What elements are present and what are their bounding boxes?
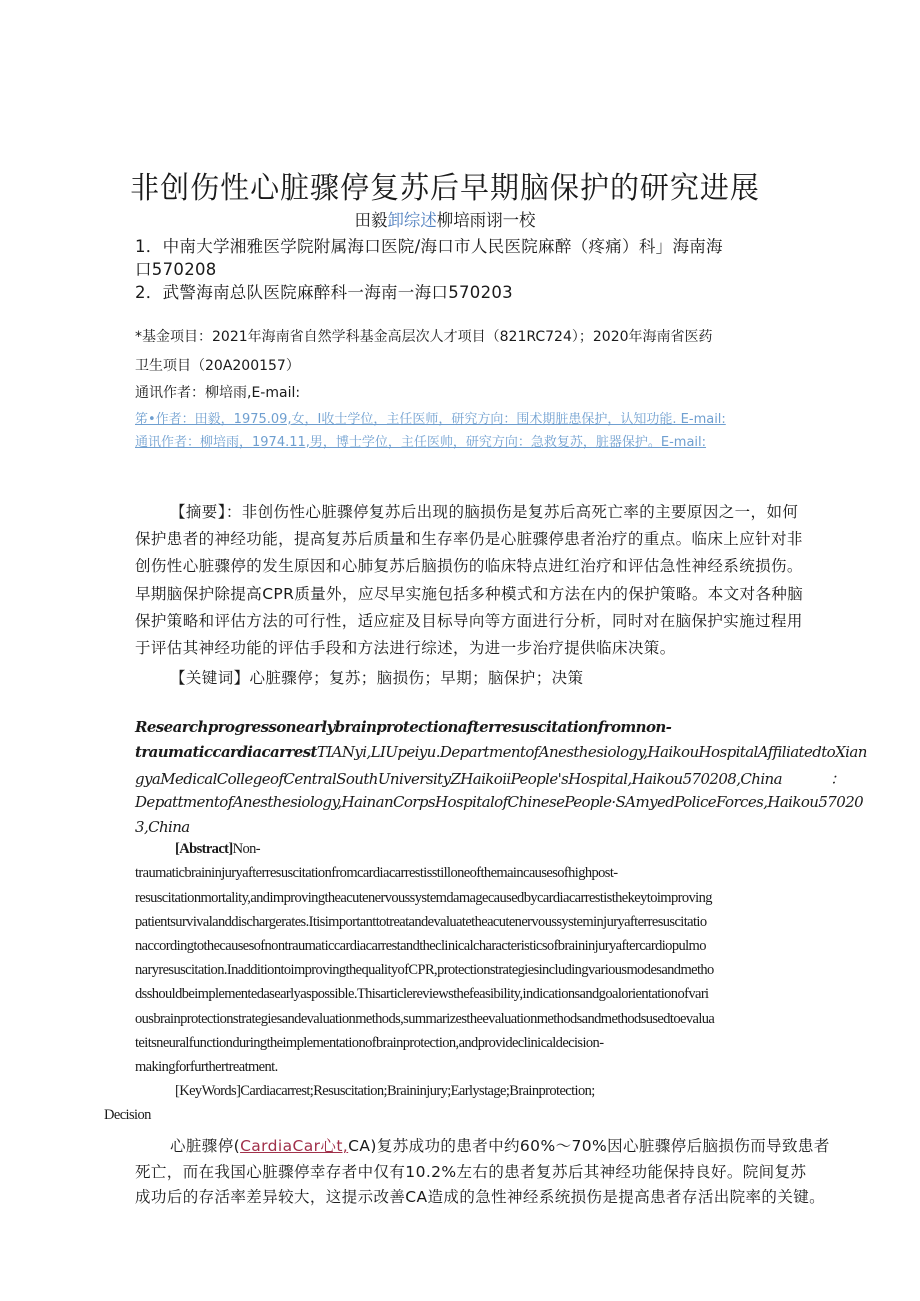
affiliation-2: 2．武警海南总队医院麻醉科一海南一海口570203 <box>135 283 513 302</box>
citation-link[interactable]: CardiaCar心t, <box>240 1137 349 1155</box>
body-line: 成功后的存活率差异较大，这提示改善CA造成的急性神经系统损伤是提高患者存活出院率的关键。 <box>135 1188 826 1206</box>
body-text: CA)复苏成功的患者中约60%～70%因心脏骤停后脑损伤而导致患者 <box>348 1137 830 1155</box>
abstract-cn-line: 创伤性心脏骤停的发生原因和心肺复苏后脑损伤的临床特点进红治疗和评估急性神经系统损伤。 <box>135 557 803 575</box>
keywords-en: [KeyWords]Cardiacarrest;Resuscitation;Braininjury;Earlystage;Brainprotection; <box>175 1083 595 1099</box>
abstract-en-first: Non- <box>232 841 261 857</box>
abstract-en-line: resuscitationmortality,andimprovingtheacutenervoussystemdamagecausedbycardiacarrestisthekeytoimproving <box>135 890 712 906</box>
abstract-en-line: makingforfurthertreatment. <box>135 1059 278 1075</box>
author-name: 田毅 <box>354 211 388 231</box>
abstract-en-line: traumaticbraininjuryafterresuscitationfromcardiacarrestisstilloneofthemaincausesofhighpost- <box>135 865 618 881</box>
abstract-cn-line: 【摘要】：非创伤性心脏骤停复苏后出现的脑损伤是复苏后高死亡率的主要原因之一，如何 <box>170 503 799 521</box>
abstract-cn-line: 早期脑保护除提高CPR质量外，应尽早实施包括多种模式和方法在内的保护策略。本文对各种脑 <box>135 585 804 603</box>
abstract-en-line: teitsneuralfunctionduringtheimplementationofbrainprotection,andprovideclinicaldecision- <box>135 1035 604 1051</box>
paper-title: 非创伤性心脏骤停复苏后早期脑保护的研究进展 <box>130 171 760 206</box>
author-role: 卸综述 <box>387 211 437 231</box>
body-text: 心脏骤停( <box>170 1137 241 1155</box>
affiliation-1: 1．中南大学湘雅医学院附属海口医院/海口市人民医院麻醉（疼痛）科」海南海 <box>135 237 723 256</box>
english-affiliation-separator: ： <box>830 770 845 788</box>
corresponding-author-note: 通讯作者：柳培雨，1974.11,男，博士学位，主任医帅，研究方向：急救复苏，脏器保护。E-mail: <box>135 435 707 450</box>
keywords-cn: 【关键词】心脏骤停；复苏；脑损伤；早期；脑保护；决策 <box>170 669 584 687</box>
english-affiliation-text: gyaMedicalCollegeofCentralSouthUniversityZHaikoiiPeople'sHospital,Haikou570208,China <box>135 770 782 788</box>
fund-note: *基金项目：2021年海南省自然学科基金高层次人才项目（821RC724）；2020年海南省医药 <box>135 329 713 345</box>
keywords-en-cont: Decision <box>104 1107 151 1123</box>
abstract-en-label: [Abstract] <box>175 841 233 857</box>
affiliation-1-cont: 口570208 <box>135 260 217 279</box>
english-affiliation-2-cont: 3,China <box>135 818 190 836</box>
abstract-cn-line: 于评估其神经功能的评估手段和方法进行综述，为进一步治疗提供临床决策。 <box>135 639 676 657</box>
abstract-en-line: ousbrainprotectionstrategiesandevaluationmethods,summarizestheevaluationmethodsandmethodsusedtoevalua <box>135 1011 715 1027</box>
english-title: Researchprogressonearlybrainprotectionafterresuscitationfromnon- <box>135 718 672 736</box>
abstract-en-line: naryresuscitation.InadditiontoimprovingthequalityofCPR,protectionstrategiesincludingvariousmodesandmetho <box>135 962 714 978</box>
fund-note-cont: 卫生项目（20A200157） <box>135 358 300 374</box>
abstract-cn-line: 保护患者的神经功能，提高复苏后质量和生存率仍是心脏骤停患者治疗的重点。临床上应针对非 <box>135 530 803 548</box>
correspondence-note: 通讯作者：柳培雨,E-mail: <box>135 385 301 401</box>
abstract-cn-line: 保护策略和评估方法的可行性，适应症及目标导向等方面进行分析，同时对在脑保护实施过程用 <box>135 612 803 630</box>
english-affiliation-1 <box>135 768 845 789</box>
abstract-en-line: naccordingtothecausesofnontraumaticcardiacarrestandtheclinicalcharacteristicsofbraininjuryaftercardiopulmo <box>135 938 706 954</box>
body-line: 死亡，而在我国心脏骤停幸存者中仅有10.2%左右的患者复苏后其神经功能保持良好。院间复苏 <box>135 1163 807 1181</box>
abstract-en-line: patientsurvivalanddischargerates.Itisimportanttotreatandevaluatetheacutenervoussysteminjuryafterresuscitatio <box>135 914 707 930</box>
author-name-2: 柳培雨诩一校 <box>436 211 536 231</box>
english-affiliation-2: DepattmentofAnesthesiology,HainanCorpsHospitalofChinesePeople·SAmyedPoliceForces,Haikou57020 <box>135 793 864 811</box>
abstract-en-heading <box>175 841 260 858</box>
english-title-cont: traumaticcardiacarrest <box>135 743 317 761</box>
english-authors: TIANyi,LIUpeiyu.DepartmentofAnesthesiology,HaikouHospitalAffiliatedtoXian <box>316 743 867 761</box>
first-author-note: 笫•作者：田毅，1975.09,女，I收士学位，主任医师，研究方向：围术期脏患保护，认知功能. E-mail: <box>135 412 726 427</box>
author-line <box>0 206 890 231</box>
body-line <box>170 1134 830 1156</box>
abstract-en-line: dsshouldbeimplementedasearlyaspossible.Thisarticlereviewsthefeasibility,indicationsandgoalorientationofvari <box>135 986 709 1002</box>
english-title-and-authors <box>135 743 867 761</box>
